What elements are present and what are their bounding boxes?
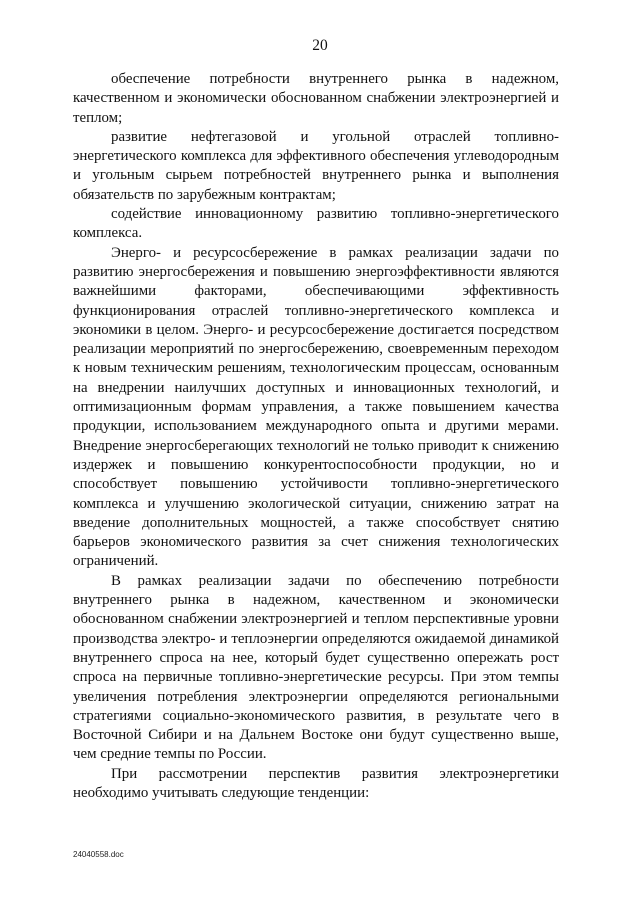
- paragraph-trends-intro: При рассмотрении перспектив развития электроэнергетики необходимо учитывать следующие тенденции:: [73, 765, 559, 801]
- file-name-footer: 24040558.doc: [73, 850, 124, 859]
- page-number: 20: [312, 37, 328, 54]
- document-body: [73, 70, 559, 803]
- paragraph-list-item-2: развитие нефтегазовой и угольной отраслей топливно-энергетического комплекса для эффективного обеспечения углеводородным и угольным сырьем потребностей внутреннего рынка и выполнения обязательств по зарубежным контрактам;: [73, 128, 559, 203]
- paragraph-domestic-market: В рамках реализации задачи по обеспечению потребности внутреннего рынка в надежном, качественном и экономически обоснованном снабжении электроэнергией и теплом перспективные уровни производства электро- и теплоэнергии определяются ожидаемой динамикой внутреннего спроса на нее, который будет существенно опережать рост спроса на первичные топливно-энергетические ресурсы. При этом темпы увеличения потребления электроэнергии определяются региональными стратегиями социально-экономического развития, в результате чего в Восточной Сибири и на Дальнем Востоке они будут существенно выше, чем средние темпы по России.: [73, 572, 559, 763]
- paragraph-list-item-3: содействие инновационному развитию топливно-энергетического комплекса.: [73, 206, 559, 242]
- paragraph-list-item-1: обеспечение потребности внутреннего рынка в надежном, качественном и экономически обоснованном снабжении электроэнергией и теплом;: [73, 71, 559, 126]
- paragraph-energy-saving: Энерго- и ресурсосбережение в рамках реализации задачи по развитию энергосбережения и повышению энергоэффективности являются важнейшими факторами, обеспечивающими эффективность функционирования отраслей топливно-энергетического комплекса и экономики в целом. Энерго- и ресурсосбережение достигается посредством реализации мероприятий по энергосбережению, своевременным переходом к новым техническим решениям, технологическим процессам, основанным на внедрении наилучших доступных и инновационных технологий, и оптимизационным формам управления, а также повышением качества продукции, использованием международного опыта и другими мерами. Внедрение энергосберегающих технологий не только приводит к снижению издержек и повышению конкурентоспособности продукции, но и способствует повышению устойчивости топливно-энергетического комплекса и улучшению экологической ситуации, снижению затрат на введение дополнительных мощностей, а также способствует снятию барьеров экономического развития за счет снижения технологических ограничений.: [73, 244, 559, 570]
